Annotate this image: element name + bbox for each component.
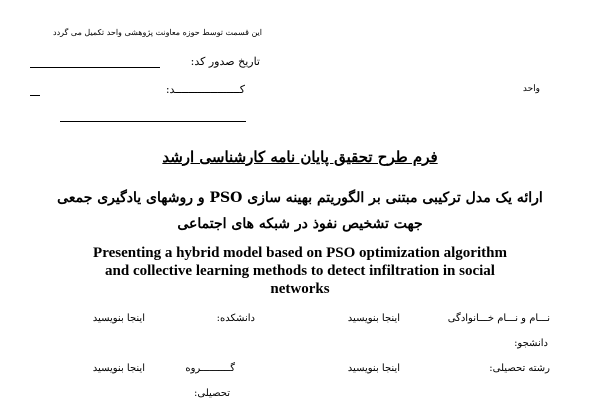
thesis-title-en-line2: and collective learning methods to detect infiltration in social	[105, 263, 495, 279]
name-value[interactable]: اینجا بنویسید	[347, 313, 400, 324]
faculty-label: دانشکده:	[216, 313, 255, 324]
field-value[interactable]: اینجا بنویسید	[347, 363, 400, 374]
thesis-title-en-line3: networks	[270, 281, 330, 297]
form-title: فرم طرح تحقیق پایان نامه کارشناسی ارشد	[162, 148, 438, 166]
blank-line[interactable]	[60, 121, 246, 122]
issue-date-label: تاریخ صدور کد:	[190, 55, 260, 68]
name-label: نـــام و نـــام خـــانوادگی	[447, 313, 550, 324]
faculty-value[interactable]: اینجا بنویسید	[92, 313, 145, 324]
group-label: گــــــــــروه	[185, 363, 235, 374]
thesis-title-fa-line1: ارائه یک مدل ترکیبی مبتنی بر الگوریتم بهینه سازی PSO و روشهای یادگیری جمعی	[57, 190, 543, 206]
code-label: کــــــــــــــــــــد:	[165, 83, 245, 96]
header-note: این قسمت توسط حوزه معاونت پژوهشی واحد تکمیل می گردد	[53, 28, 262, 37]
issue-date-line[interactable]	[30, 67, 160, 68]
thesis-title-en-line1: Presenting a hybrid model based on PSO optimization algorithm	[93, 245, 507, 261]
education-label: تحصیلی:	[194, 388, 230, 399]
group-value[interactable]: اینجا بنویسید	[92, 363, 145, 374]
unit-label: واحد	[522, 84, 540, 94]
field-label: رشته تحصیلی:	[489, 363, 550, 374]
code-line-left[interactable]	[30, 95, 40, 96]
thesis-title-fa-line2: جهت تشخیص نفوذ در شبکه های اجتماعی	[177, 216, 423, 232]
student-label: دانشجو:	[514, 338, 548, 349]
